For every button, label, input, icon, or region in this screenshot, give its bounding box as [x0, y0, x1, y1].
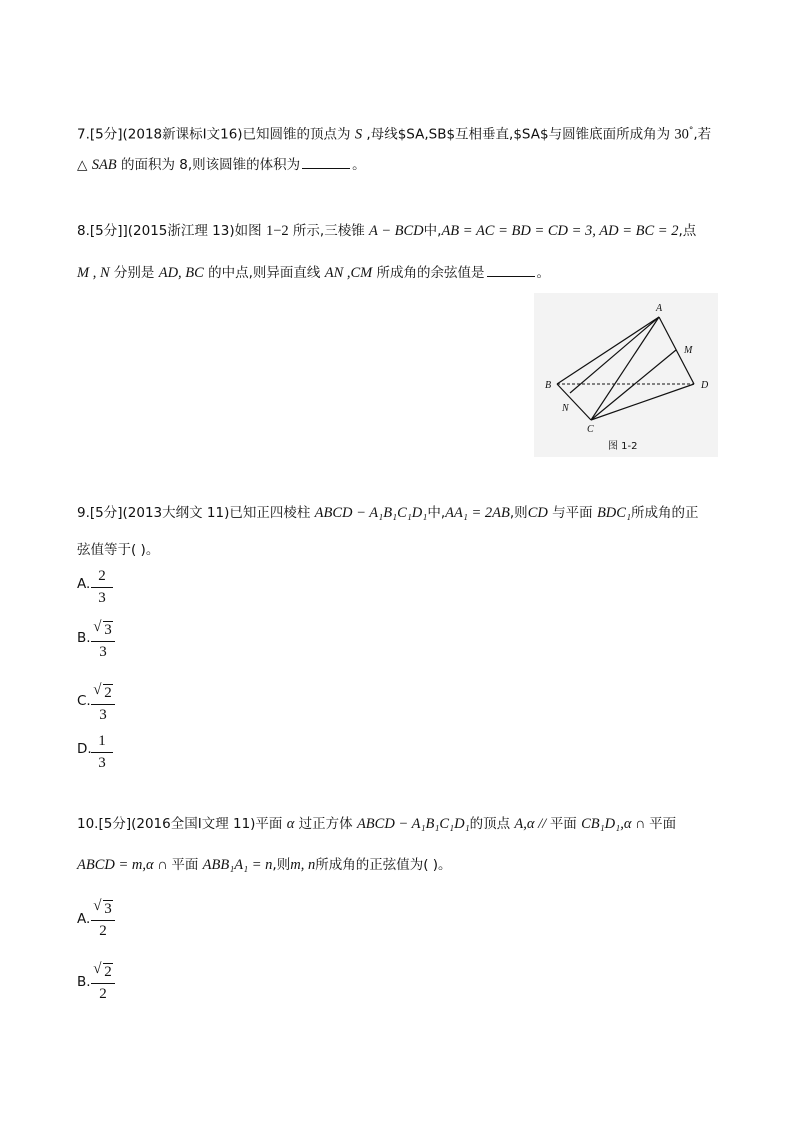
q8-answer-blank	[487, 263, 535, 277]
q10-text-3: 平面	[549, 816, 577, 832]
q10-line-1	[77, 814, 676, 834]
q10-text-2: 的顶点	[469, 816, 511, 832]
edge-ab	[557, 317, 659, 384]
q7-angle: 30	[674, 126, 689, 143]
q10-eq-n: ABB₁A₁ = n	[202, 857, 273, 873]
q8-line1-end: ,点	[678, 223, 697, 239]
option-label: B.	[77, 974, 91, 990]
q8-line2-end: 。	[536, 265, 551, 281]
q7-triangle-sab: SAB	[91, 157, 117, 173]
q9-prefix: 9.[5分](2013大纲文 11)已知正四棱柱	[77, 505, 311, 521]
q8-lines-an-cm: AN ,CM	[324, 265, 373, 281]
q8-edge-equations: AB = AC = BD = CD = 3, AD = BC = 2	[441, 223, 679, 239]
q7-line-2	[77, 155, 366, 175]
q9-prism: ABCD − A₁B₁C₁D₁	[314, 505, 428, 521]
option-fraction: √ 2 3	[91, 683, 115, 724]
q9-line-1	[77, 503, 698, 523]
option-label: D.	[77, 741, 92, 757]
fig-label-m: M	[684, 345, 693, 356]
q8-line-2	[77, 263, 550, 283]
option-label: A.	[77, 911, 91, 927]
fig-caption: 图 1-2	[608, 441, 638, 452]
q10-text-1: 过正方体	[298, 816, 353, 832]
q9-text-2: 与平面	[552, 505, 593, 521]
q10-line-2	[77, 855, 452, 875]
q10-text-7: 所成角的正弦值为( )。	[315, 857, 452, 873]
tetrahedron-figure	[534, 293, 718, 457]
option-fraction: √ 2 2	[91, 962, 115, 1003]
q10-plane-cb1d1: CB₁D₁,α ∩	[581, 816, 650, 832]
fig-label-b: B	[545, 380, 552, 391]
edge-ac	[591, 317, 659, 420]
q9-condition: AA₁ = 2AB	[445, 505, 510, 521]
q10-vertex-parallel: A,α //	[514, 816, 550, 832]
q8-text-2: 的中点,则异面直线	[208, 265, 321, 281]
q9-text-3: 所成角的正	[630, 505, 699, 521]
q8-prefix: 8.[5分]](2015浙江理 13)如图	[77, 223, 262, 239]
q7-line2-text: 的面积为 8,则该圆锥的体积为	[120, 157, 301, 173]
q7-triangle-symbol: △	[77, 157, 88, 173]
q10-eq-m: ABCD = m,α ∩	[77, 857, 172, 873]
option-fraction: 2 3	[91, 566, 113, 607]
q7-answer-blank	[302, 155, 350, 169]
q9-line2-text: 弦值等于( )。	[77, 542, 160, 558]
q10-lines-mn: m, n	[290, 857, 316, 873]
q10-alpha: α	[286, 816, 295, 832]
q7-degree: °	[688, 126, 694, 136]
q9-line-cd: CD	[527, 505, 548, 521]
q7-line-1	[77, 121, 711, 145]
q7-mid-text: ,母线$SA,SB$互相垂直,$SA$与圆锥底面所成角为	[366, 126, 671, 143]
q9-plane-bdc1: BDC₁	[596, 505, 631, 521]
line-cm	[591, 350, 676, 420]
q10-cube: ABCD − A₁B₁C₁D₁	[356, 816, 470, 832]
option-label: C.	[77, 693, 91, 709]
line-an	[570, 317, 659, 393]
q8-text-3: 所成角的余弦值是	[376, 265, 485, 281]
fig-label-d: D	[701, 380, 709, 391]
q7-prefix: 7.[5分](2018新课标Ⅰ文16)已知圆锥的顶点为	[77, 126, 351, 143]
q9-line-2	[77, 540, 159, 560]
q7-end-text: ,若	[693, 126, 712, 143]
option-fraction: √ 3 3	[91, 620, 115, 661]
q7-line2-end: 。	[352, 157, 366, 173]
q9-zhong: 中,	[427, 505, 446, 521]
q8-figure-ref: 1−2	[265, 223, 289, 239]
option-fraction: 1 3	[91, 731, 113, 772]
fig-label-n: N	[562, 403, 569, 414]
q7-vertex-s: S	[354, 126, 363, 143]
q10-text-6: ,则	[272, 857, 291, 873]
q8-mid-text: 所示,三棱锥	[292, 223, 365, 239]
option-label: A.	[77, 576, 91, 592]
q8-points-mn: M , N	[77, 265, 110, 281]
fig-label-c: C	[587, 424, 594, 435]
q10-prefix: 10.[5分](2016全国Ⅰ文理 11)平面	[77, 816, 283, 832]
q10-text-4: 平面	[649, 816, 677, 832]
q8-zhong: 中,	[423, 223, 442, 239]
option-label: B.	[77, 630, 91, 646]
option-fraction: √ 3 2	[91, 899, 115, 940]
q8-text-1: 分别是	[113, 265, 155, 281]
q8-tetrahedron: A − BCD	[369, 223, 424, 239]
fig-label-a: A	[656, 303, 663, 314]
edge-cd	[591, 384, 694, 420]
q8-segments: AD, BC	[158, 265, 204, 281]
q8-line-1	[77, 221, 696, 241]
q9-text-1: ,则	[509, 505, 528, 521]
q10-text-5: 平面	[171, 857, 199, 873]
